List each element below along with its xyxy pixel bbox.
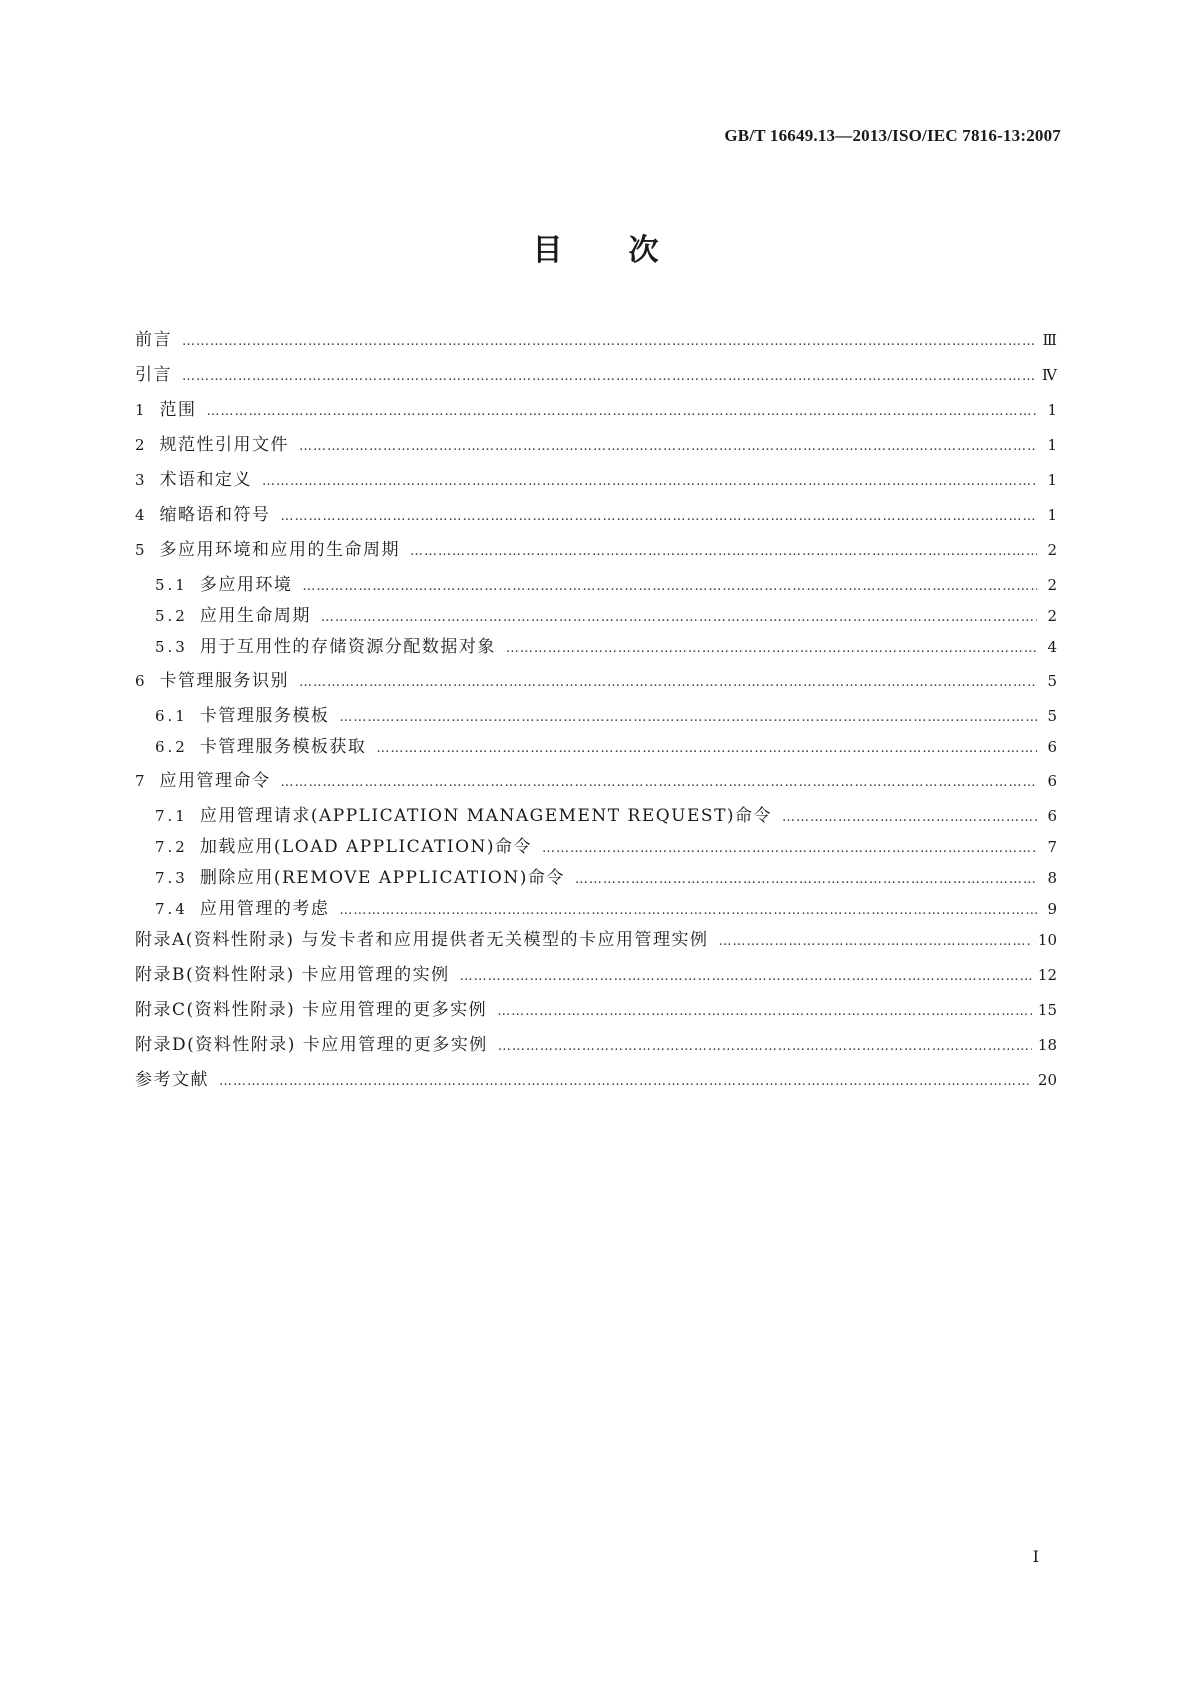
toc-entry-page: 20 — [1037, 1071, 1057, 1089]
toc-entry-section-6-1[interactable] — [135, 701, 1057, 732]
toc-entry-page: 2 — [1047, 541, 1057, 559]
toc-entry-label: 附录B(资料性附录) 卡应用管理的实例 — [135, 965, 450, 985]
toc-entry-annex-b[interactable] — [135, 960, 1057, 995]
toc-entry-label: 应用生命周期 — [199, 606, 311, 626]
toc-entry-section-3[interactable] — [135, 465, 1057, 500]
dot-leader — [339, 903, 1037, 918]
toc-entry-page: Ⅳ — [1042, 366, 1057, 384]
toc-entry-label: 附录D(资料性附录) 卡应用管理的更多实例 — [135, 1035, 488, 1055]
dot-leader — [281, 509, 1037, 524]
toc-entry-label: 用于互用性的存储资源分配数据对象 — [199, 637, 496, 657]
toc-entry-label: 前言 — [135, 330, 172, 350]
toc-entry-number: 7.4 — [155, 900, 188, 918]
toc-entry-section-5-3[interactable] — [135, 632, 1057, 663]
toc-entry-label: 术语和定义 — [159, 470, 253, 490]
toc-entry-annex-d[interactable] — [135, 1030, 1057, 1065]
standard-number-header: GB/T 16649.13—2013/ISO/IEC 7816-13:2007 — [724, 126, 1061, 145]
toc-entry-number: 6 — [135, 672, 148, 690]
dot-leader — [299, 439, 1037, 454]
dot-leader — [182, 369, 1036, 384]
toc-entry-section-7-3[interactable] — [135, 863, 1057, 894]
toc-entry-label: 范围 — [159, 400, 197, 420]
page-number: I — [1032, 1547, 1039, 1566]
dot-leader — [410, 544, 1037, 559]
toc-entry-page: 1 — [1047, 471, 1057, 489]
dot-leader — [219, 1074, 1032, 1089]
toc-entry-label: 多应用环境和应用的生命周期 — [159, 540, 401, 560]
toc-entry-label: 卡管理服务模板 — [199, 706, 330, 726]
toc-entry-label: 多应用环境 — [199, 575, 293, 595]
dot-leader — [506, 641, 1037, 656]
toc-entry-section-4[interactable] — [135, 500, 1057, 535]
toc-entry-label: 附录C(资料性附录) 卡应用管理的更多实例 — [135, 1000, 488, 1020]
toc-entry-page: 1 — [1047, 506, 1057, 524]
toc-entry-number: 5.3 — [155, 638, 188, 656]
table-of-contents — [135, 325, 1057, 1100]
dot-leader — [542, 841, 1037, 856]
toc-entry-number: 4 — [135, 506, 148, 524]
toc-entry-foreword[interactable] — [135, 325, 1057, 360]
toc-entry-page: 4 — [1047, 638, 1057, 656]
toc-entry-number: 5.2 — [155, 607, 188, 625]
dot-leader — [339, 710, 1037, 725]
toc-entry-label: 附录A(资料性附录) 与发卡者和应用提供者无关模型的卡应用管理实例 — [135, 930, 709, 950]
toc-entry-label: 引言 — [135, 365, 172, 385]
toc-entry-label: 规范性引用文件 — [159, 435, 290, 455]
toc-entry-label: 应用管理的考虑 — [199, 899, 330, 919]
dot-leader — [460, 969, 1032, 984]
toc-entry-number: 6.1 — [155, 707, 188, 725]
dot-leader — [498, 1039, 1032, 1054]
dot-leader — [262, 474, 1037, 489]
toc-entry-page: 5 — [1047, 672, 1057, 690]
toc-entry-label: 缩略语和符号 — [159, 505, 271, 525]
dot-leader — [376, 741, 1037, 756]
toc-entry-page: 5 — [1047, 707, 1057, 725]
toc-entry-page: 8 — [1047, 869, 1057, 887]
toc-entry-label: 删除应用(REMOVE APPLICATION)命令 — [199, 868, 565, 888]
toc-entry-label: 卡管理服务模板获取 — [199, 737, 367, 757]
toc-entry-page: 15 — [1037, 1001, 1057, 1019]
dot-leader — [782, 810, 1037, 825]
toc-entry-section-7-2[interactable] — [135, 832, 1057, 863]
toc-entry-page: 1 — [1047, 401, 1057, 419]
toc-entry-number: 5 — [135, 541, 148, 559]
toc-entry-page: 12 — [1037, 966, 1057, 984]
toc-entry-page: 2 — [1047, 576, 1057, 594]
toc-entry-number: 7.2 — [155, 838, 188, 856]
toc-entry-number: 7.3 — [155, 869, 188, 887]
toc-entry-label: 加载应用(LOAD APPLICATION)命令 — [199, 837, 533, 857]
toc-entry-annex-c[interactable] — [135, 995, 1057, 1030]
toc-entry-page: Ⅲ — [1042, 331, 1057, 349]
toc-entry-section-2[interactable] — [135, 430, 1057, 465]
toc-entry-page: 6 — [1047, 738, 1057, 756]
toc-entry-number: 5.1 — [155, 576, 188, 594]
dot-leader — [497, 1004, 1032, 1019]
toc-entry-number: 2 — [135, 436, 148, 454]
toc-entry-number: 7.1 — [155, 807, 188, 825]
toc-entry-page: 2 — [1047, 607, 1057, 625]
toc-entry-introduction[interactable] — [135, 360, 1057, 395]
toc-entry-bibliography[interactable] — [135, 1065, 1057, 1100]
page-title: 目次 — [532, 233, 725, 268]
toc-entry-page: 6 — [1047, 807, 1057, 825]
toc-entry-number: 1 — [135, 401, 148, 419]
toc-entry-annex-a[interactable] — [135, 925, 1057, 960]
toc-entry-page: 18 — [1037, 1036, 1057, 1054]
toc-entry-section-7-1[interactable] — [135, 801, 1057, 832]
toc-entry-page: 7 — [1047, 838, 1057, 856]
dot-leader — [182, 334, 1037, 349]
dot-leader — [718, 934, 1031, 949]
toc-entry-number: 7 — [135, 772, 148, 790]
toc-entry-label: 参考文献 — [135, 1070, 209, 1090]
toc-entry-page: 1 — [1047, 436, 1057, 454]
toc-entry-section-1[interactable] — [135, 395, 1057, 430]
toc-entry-section-6-2[interactable] — [135, 732, 1057, 763]
dot-leader — [299, 675, 1037, 690]
toc-entry-section-7[interactable] — [135, 766, 1057, 801]
toc-entry-section-5-1[interactable] — [135, 570, 1057, 601]
toc-entry-label: 卡管理服务识别 — [159, 671, 290, 691]
dot-leader — [281, 775, 1037, 790]
dot-leader — [321, 610, 1037, 625]
toc-entry-label: 应用管理请求(APPLICATION MANAGEMENT REQUEST)命令 — [199, 806, 773, 826]
dot-leader — [207, 404, 1037, 419]
toc-entry-page: 10 — [1037, 931, 1057, 949]
toc-entry-section-5[interactable] — [135, 535, 1057, 570]
dot-leader — [575, 872, 1037, 887]
toc-entry-section-6[interactable] — [135, 666, 1057, 701]
toc-entry-label: 应用管理命令 — [159, 771, 271, 791]
dot-leader — [302, 579, 1037, 594]
toc-entry-section-7-4[interactable] — [135, 894, 1057, 925]
toc-entry-number: 3 — [135, 471, 148, 489]
toc-entry-page: 6 — [1047, 772, 1057, 790]
toc-entry-number: 6.2 — [155, 738, 188, 756]
toc-entry-section-5-2[interactable] — [135, 601, 1057, 632]
toc-entry-page: 9 — [1047, 900, 1057, 918]
